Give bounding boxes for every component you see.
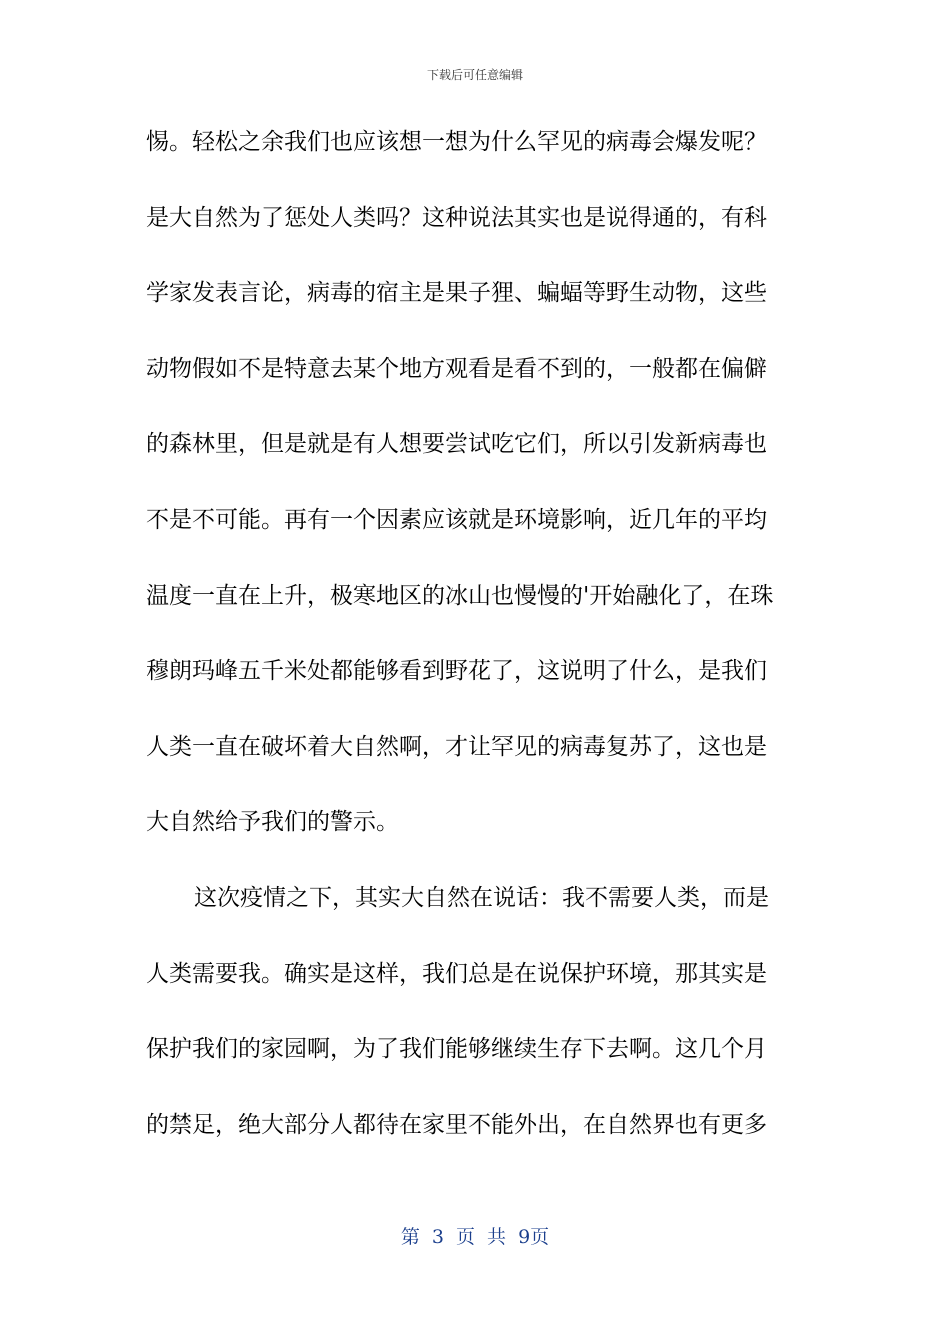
text-line: 温度一直在上升，极寒地区的冰山也慢慢的'开始融化了，在珠 bbox=[146, 582, 774, 609]
text-line: 人类需要我。确实是这样，我们总是在说保护环境，那其实是 bbox=[146, 960, 767, 987]
text-line: 保护我们的家园啊，为了我们能够继续生存下去啊。这几个月 bbox=[146, 1036, 767, 1063]
paragraph-start-line: 这次疫情之下，其实大自然在说话：我不需要人类，而是 bbox=[194, 884, 769, 911]
page-header: 下载后可任意编辑 bbox=[426, 68, 523, 82]
text-line: 动物假如不是特意去某个地方观看是看不到的，一般都在偏僻 bbox=[146, 355, 767, 382]
text-line: 学家发表言论，病毒的宿主是果子狸、蝙蝠等野生动物，这些 bbox=[146, 280, 767, 307]
text-line: 大自然给予我们的警示。 bbox=[146, 809, 399, 836]
text-line: 穆朗玛峰五千米处都能够看到野花了，这说明了什么，是我们 bbox=[146, 658, 767, 685]
text-line: 惕。轻松之余我们也应该想一想为什么罕见的病毒会爆发呢？ bbox=[146, 129, 767, 155]
text-line: 不是不可能。再有一个因素应该就是环境影响，近几年的平均 bbox=[146, 506, 767, 533]
text-line: 人类一直在破坏着大自然啊，才让罕见的病毒复苏了，这也是 bbox=[146, 733, 767, 760]
body-text bbox=[146, 114, 804, 1172]
text-line: 是大自然为了惩处人类吗？这种说法其实也是说得通的，有科 bbox=[146, 204, 767, 231]
text-line: 的禁足，绝大部分人都待在家里不能外出，在自然界也有更多 bbox=[146, 1111, 767, 1138]
text-line: 的森林里，但是就是有人想要尝试吃它们，所以引发新病毒也 bbox=[146, 431, 767, 458]
page-number-footer: 第 3 页 共 9页 bbox=[400, 1226, 550, 1248]
